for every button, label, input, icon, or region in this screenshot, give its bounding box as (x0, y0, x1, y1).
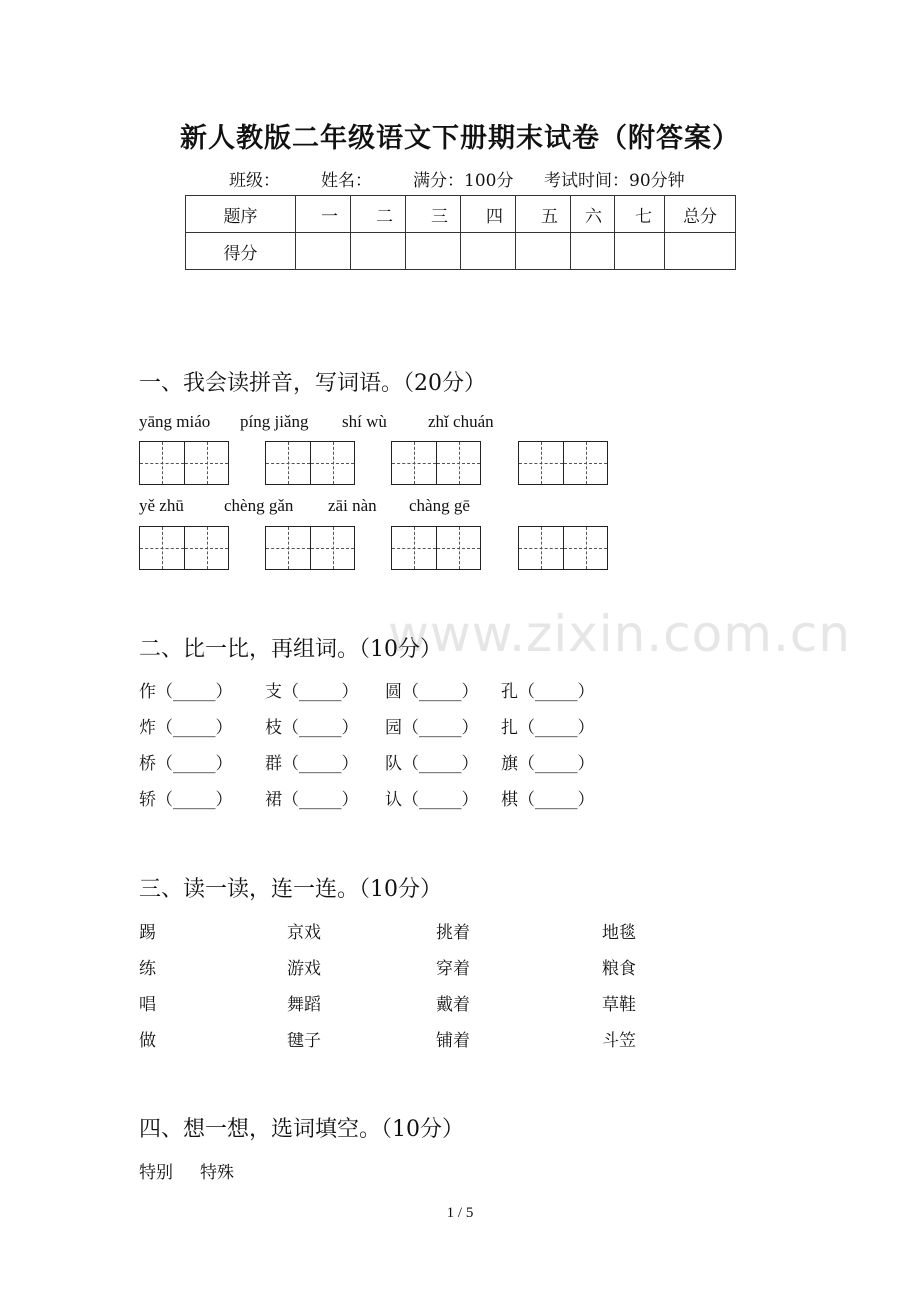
section4-heading: 四、想一想，选词填空。（10分） (139, 1117, 464, 1142)
word-pair-item[interactable]: 棋（_____） (501, 790, 595, 810)
header-cell: 总分 (665, 196, 736, 233)
match-word[interactable]: 地毯 (602, 923, 636, 943)
word-pair-item[interactable]: 桥（_____） (139, 754, 233, 774)
match-word[interactable]: 挑着 (436, 923, 470, 943)
word-pair-item[interactable]: 支（_____） (265, 682, 359, 702)
word-pair-item[interactable]: 认（_____） (385, 790, 479, 810)
score-header-row (186, 196, 736, 233)
writing-grid[interactable] (139, 526, 229, 570)
header-cell: 七 (615, 196, 665, 233)
exam-time: 考试时间：90分钟 (544, 171, 685, 191)
match-word[interactable]: 做 (139, 1031, 156, 1051)
word-pair-item[interactable]: 裙（_____） (265, 790, 359, 810)
score-cell[interactable] (615, 233, 665, 270)
pinyin-label: chèng gǎn (224, 496, 294, 515)
word-pair-item[interactable]: 队（_____） (385, 754, 479, 774)
page-number: 1 / 5 (446, 1205, 474, 1221)
match-word[interactable]: 练 (139, 959, 156, 979)
word-pair-item[interactable]: 扎（_____） (501, 718, 595, 738)
score-cell[interactable] (351, 233, 406, 270)
word-pair-item[interactable]: 枝（_____） (265, 718, 359, 738)
word-pair-item[interactable]: 旗（_____） (501, 754, 595, 774)
section3-heading: 三、读一读，连一连。（10分） (139, 877, 442, 902)
writing-grid[interactable] (391, 441, 481, 485)
writing-grid[interactable] (265, 441, 355, 485)
word-pair-item[interactable]: 园（_____） (385, 718, 479, 738)
score-cell[interactable] (461, 233, 516, 270)
full-score: 满分：100分 (413, 171, 514, 191)
writing-grid[interactable] (265, 526, 355, 570)
match-word[interactable]: 踢 (139, 923, 156, 943)
section2-heading: 二、比一比，再组词。（10分） (139, 637, 442, 662)
word-pair-item[interactable]: 轿（_____） (139, 790, 233, 810)
class-label: 班级： (229, 171, 280, 191)
name-label: 姓名： (321, 171, 372, 191)
section1-heading: 一、我会读拼音，写词语。（20分） (139, 371, 486, 396)
pinyin-label: shí wù (342, 412, 387, 431)
score-cell[interactable] (406, 233, 461, 270)
header-cell: 五 (516, 196, 571, 233)
match-word[interactable]: 毽子 (287, 1031, 321, 1051)
pinyin-label: yāng miáo (139, 412, 211, 431)
match-word[interactable]: 舞蹈 (287, 995, 321, 1015)
choice-word: 特别 (139, 1163, 173, 1183)
score-cell[interactable] (571, 233, 615, 270)
match-word[interactable]: 粮食 (602, 959, 636, 979)
score-cell[interactable] (296, 233, 351, 270)
match-word[interactable]: 游戏 (287, 959, 321, 979)
header-cell: 六 (571, 196, 615, 233)
header-cell: 四 (461, 196, 516, 233)
watermark: www.zixin.com.cn (388, 605, 852, 663)
word-pair-item[interactable]: 孔（_____） (501, 682, 595, 702)
match-word[interactable]: 唱 (139, 995, 156, 1015)
header-cell: 一 (296, 196, 351, 233)
page-title: 新人教版二年级语文下册期末试卷（附答案） (180, 123, 740, 154)
score-table (185, 195, 736, 270)
match-word[interactable]: 戴着 (436, 995, 470, 1015)
match-word[interactable]: 草鞋 (602, 995, 636, 1015)
choice-word: 特殊 (200, 1163, 234, 1183)
writing-grid[interactable] (518, 526, 608, 570)
word-pair-item[interactable]: 作（_____） (139, 682, 233, 702)
writing-grid[interactable] (391, 526, 481, 570)
match-word[interactable]: 铺着 (436, 1031, 470, 1051)
word-pair-item[interactable]: 群（_____） (265, 754, 359, 774)
pinyin-label: zāi nàn (328, 496, 377, 515)
pinyin-label: yě zhū (139, 496, 184, 515)
match-word[interactable]: 穿着 (436, 959, 470, 979)
pinyin-label: chàng gē (409, 496, 470, 515)
writing-grid[interactable] (139, 441, 229, 485)
header-cell: 二 (351, 196, 406, 233)
match-word[interactable]: 斗笠 (602, 1031, 636, 1051)
pinyin-label: zhǐ chuán (428, 412, 494, 431)
header-cell: 三 (406, 196, 461, 233)
score-cell[interactable] (516, 233, 571, 270)
word-pair-item[interactable]: 圆（_____） (385, 682, 479, 702)
score-value-row (186, 233, 736, 270)
score-cell[interactable] (665, 233, 736, 270)
word-pair-item[interactable]: 炸（_____） (139, 718, 233, 738)
match-word[interactable]: 京戏 (287, 923, 321, 943)
header-cell: 题序 (186, 196, 296, 233)
writing-grid[interactable] (518, 441, 608, 485)
pinyin-label: píng jiǎng (240, 412, 309, 431)
score-row-label: 得分 (186, 233, 296, 270)
